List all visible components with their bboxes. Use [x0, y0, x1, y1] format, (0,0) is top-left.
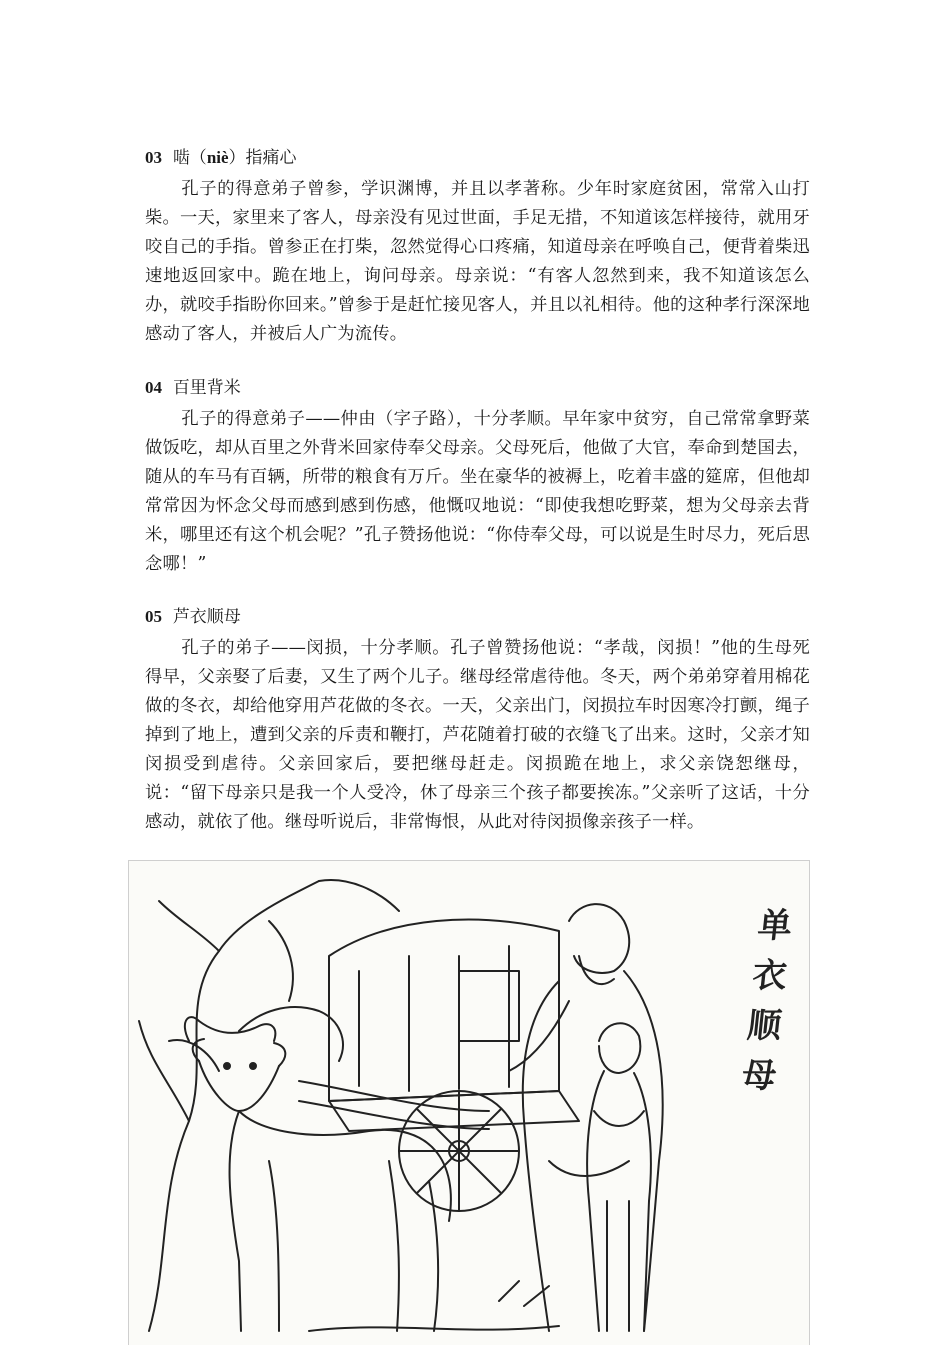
section-title: 百里背米	[172, 378, 241, 398]
section-title-part: ）指痛心	[228, 148, 297, 168]
section-05	[145, 606, 810, 837]
section-number: 03	[145, 148, 162, 167]
section-heading	[145, 147, 810, 169]
illustration-caption: 单衣顺母	[740, 906, 794, 1096]
section-paragraph: 孔子的得意弟子——仲由（字子路），十分孝顺。早年家中贫穷，自己常常拿野菜做饭吃，却从百里之外背米回家侍奉父母亲。父母死后，他做了大官，奉命到楚国去，随从的车马有百辆，所带的粮食有万斤。坐在豪华的被褥上，吃着丰盛的筵席，但他却常常因为怀念父母而感到感到伤感，他慨叹地说：“即使我想吃野菜，想为父母亲去背米，哪里还有这个机会呢？”孔子赞扬他说：“你侍奉父母，可以说是生时尽力，死后思念哪！”	[145, 409, 810, 574]
section-heading	[145, 606, 810, 628]
section-title: 芦衣顺母	[172, 607, 241, 627]
section-title-part: 啮（	[172, 148, 207, 168]
section-heading	[145, 377, 810, 399]
illustration-drawing	[129, 861, 809, 1345]
section-04	[145, 377, 810, 579]
section-paragraph: 孔子的弟子——闵损，十分孝顺。孔子曾赞扬他说：“孝哉，闵损！”他的生母死得早，父亲娶了后妻，又生了两个儿子。继母经常虐待他。冬天，两个弟弟穿着用棉花做的冬衣，却给他穿用芦花做的冬衣。一天，父亲出门，闵损拉车时因寒冷打颤，绳子掉到了地上，遭到父亲的斥责和鞭打，芦花随着打破的衣缝飞了出来。这时，父亲才知闵损受到虐待。父亲回家后，要把继母赶走。闵损跪在地上，求父亲饶恕继母，说：“留下母亲只是我一个人受冷，休了母亲三个孩子都要挨冻。”父亲听了这话，十分感动，就依了他。继母听说后，非常悔恨，从此对待闵损像亲孩子一样。	[145, 638, 810, 832]
section-number: 04	[145, 378, 162, 397]
section-03	[145, 147, 810, 349]
section-title-pinyin: niè	[206, 148, 229, 167]
illustration	[128, 860, 810, 1345]
section-number: 05	[145, 607, 162, 626]
section-paragraph: 孔子的得意弟子曾参，学识渊博，并且以孝著称。少年时家庭贫困，常常入山打柴。一天，家里来了客人，母亲没有见过世面，手足无措，不知道该怎样接待，就用牙咬自己的手指。曾参正在打柴，忽然觉得心口疼痛，知道母亲在呼唤自己，便背着柴迅速地返回家中。跪在地上，询问母亲。母亲说：“有客人忽然到来，我不知道该怎么办，就咬手指盼你回来。”曾参于是赶忙接见客人，并且以礼相待。他的这种孝行深深地感动了客人，并被后人广为流传。	[145, 179, 810, 344]
